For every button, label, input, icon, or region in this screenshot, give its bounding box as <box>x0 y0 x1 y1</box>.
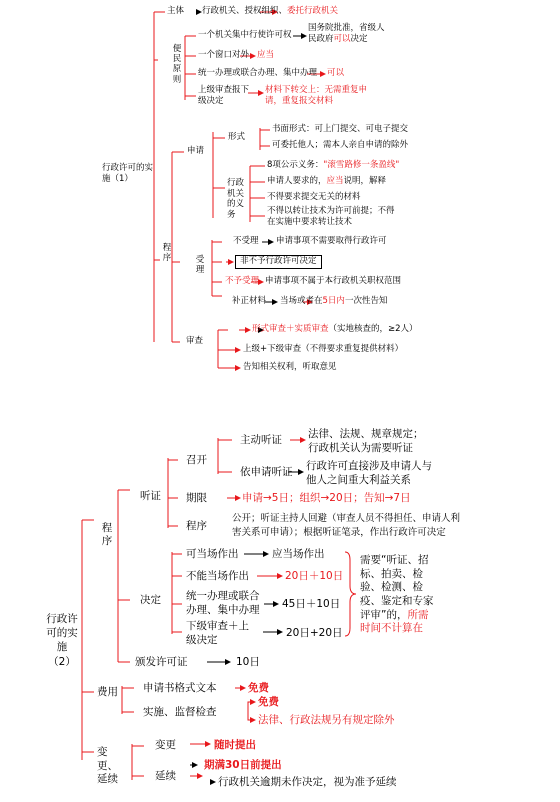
xingshi-item-2: 可委托他人；需本人亲自申请的除外 <box>272 140 409 150</box>
node-chengxu-2: 程序 <box>101 522 113 547</box>
shencha-item-3: 告知相关权利，听取意见 <box>243 362 337 372</box>
node-tingzheng-chengxu: 程序 <box>186 520 207 532</box>
shouli-buzheng: 补正材料 <box>232 296 267 306</box>
yiwu-item-3: 不得要求提交无关的材料 <box>267 192 361 202</box>
node-zhaokai: 召开 <box>186 454 207 466</box>
bianmin-item-4-line2: 级决定 <box>198 96 224 106</box>
jueding-item-3-line1: 统一办理或联合 <box>186 590 260 602</box>
shouli-buzheng-detail: 当场或者在5日内一次性告知 <box>280 296 388 306</box>
bianmin-item-1-detail-line2: 民政府可以决定 <box>308 34 368 44</box>
shencha-item-1: 形式审查＋实质审查（实地核查的，≥2人） <box>252 324 418 334</box>
jueding-item-2: 不能当场作出 <box>186 570 249 582</box>
bianmin-item-4-detail-line1: 材料下转交上：无需重复申 <box>265 85 368 95</box>
root-node-2: 行政许可的实施（2） <box>46 613 78 668</box>
feiyong-item-2-detail-2: 法律、行政法规另有规定除外 <box>258 714 395 726</box>
node-subject: 主体 <box>167 6 185 16</box>
shouli-box: 非不予行政许可决定 <box>235 255 322 269</box>
shouli-bushouli-detail: 申请事项不需要取得行政许可 <box>276 236 387 246</box>
subject-detail: 行政机关、授权组织、委托行政机关 <box>202 6 339 16</box>
feiyong-item-2: 实施、监督检查 <box>143 706 217 718</box>
xingshi-item-1: 书面形式：可上门提交、可电子提交 <box>272 124 409 134</box>
feiyong-item-2-detail-1: 免费 <box>258 696 279 708</box>
node-bianmin: 便民原则 <box>172 44 182 85</box>
bianmin-item-1-detail-line1: 国务院批准，省级人 <box>308 23 385 33</box>
jueding-item-1-detail: 应当场作出 <box>272 548 325 560</box>
feiyong-item-1-detail: 免费 <box>248 682 269 694</box>
shouli-buyushouli: 不予受理 <box>225 276 260 286</box>
shouli-bushouli: 不受理 <box>233 236 259 246</box>
tingzheng-chengxu-line1: 公开；听证主持人回避（审查人员不得担任、申请人利 <box>232 513 461 524</box>
zhaokai-zhudong: 主动听证 <box>240 434 282 446</box>
zhaokai-yishenqing-detail-line2: 他人之间重大利益关系 <box>306 474 411 486</box>
yanxu-detail-1: 期满30日前提出 <box>204 759 282 771</box>
zhaokai-yishenqing: 依申请听证 <box>240 466 293 478</box>
bianmin-item-2-detail: 应当 <box>257 50 275 60</box>
jueding-item-3-line2: 办理、集中办理 <box>186 604 260 616</box>
jueding-note: 需要“听证、招 标、拍卖、检 验、检测、检 疫、鉴定和专家 评审”的，所需 时间不计算在 <box>360 554 434 635</box>
jueding-item-4-line1: 下级审查＋上 <box>186 620 249 632</box>
node-feiyong: 费用 <box>97 686 118 698</box>
node-jueding: 决定 <box>140 594 161 606</box>
yiwu-item-4-line2: 在实施中要求转让技术 <box>267 217 353 227</box>
jueding-item-4-detail: 20日+20日 <box>286 627 343 639</box>
node-shenqing: 申请 <box>187 146 205 156</box>
jueding-item-1: 可当场作出 <box>186 548 239 560</box>
yiwu-item-4-line1: 不得以转让技术为许可前提；不得 <box>267 206 395 216</box>
jueding-item-3-detail: 45日＋10日 <box>282 598 341 610</box>
zhaokai-zhudong-detail-line1: 法律、法规、规章规定； <box>308 428 424 440</box>
banfa-detail: 10日 <box>236 656 260 668</box>
node-shencha: 审查 <box>186 336 204 346</box>
node-yiwu: 行政机关的义务 <box>227 178 245 220</box>
node-qixian: 期限 <box>186 492 207 504</box>
jueding-item-4-line2: 级决定 <box>186 634 218 646</box>
tingzheng-chengxu-line2: 害关系可申请）；根据听证笔录，作出行政许可决定 <box>232 527 446 538</box>
bianmin-item-3: 统一办理或联合办理、集中办理 <box>198 68 318 78</box>
node-chengxu-1: 程序 <box>162 243 172 264</box>
bianmin-item-2: 一个窗口对外 <box>198 50 250 60</box>
biangeng-detail: 随时提出 <box>214 739 256 751</box>
yiwu-item-1: 8项公示义务："滚雪路修一条盈线" <box>267 160 400 170</box>
node-biangeng-yanxu: 变更、延续 <box>97 746 118 786</box>
bianmin-item-3-detail: 可以 <box>327 68 345 78</box>
node-banfa: 颁发许可证 <box>135 656 188 668</box>
shencha-item-2: 上级+下级审查（不得要求重复提供材料） <box>243 344 404 354</box>
feiyong-item-1: 申请书格式文本 <box>143 682 217 694</box>
zhaokai-yishenqing-detail-line1: 行政许可直接涉及申请人与 <box>306 460 432 472</box>
node-tingzheng: 听证 <box>140 490 161 502</box>
zhaokai-zhudong-detail-line2: 行政机关认为需要听证 <box>308 442 413 454</box>
qixian-detail: 申请→5日；组织→20日；告知→7日 <box>242 492 411 504</box>
node-shouli: 受理 <box>195 255 205 276</box>
shouli-buyushouli-detail: 申请事项不属于本行政机关职权范围 <box>265 276 402 286</box>
yanxu-detail-2: 行政机关逾期未作决定，视为准予延续 <box>218 776 397 788</box>
bianmin-item-4-line1: 上级审查报下 <box>198 85 250 95</box>
root-node-1: 行政许可的实施（1） <box>102 163 154 185</box>
bianmin-item-4-detail-line2: 请，重复报交材料 <box>265 96 334 106</box>
bianmin-item-1: 一个机关集中行使许可权 <box>198 30 292 40</box>
jueding-item-2-detail: 20日＋10日 <box>285 570 344 582</box>
node-yanxu: 延续 <box>155 770 176 782</box>
yiwu-item-2: 申请人要求的，应当说明，解释 <box>267 176 387 186</box>
node-xingshi: 形式 <box>228 132 246 142</box>
node-biangeng: 变更 <box>155 739 176 751</box>
